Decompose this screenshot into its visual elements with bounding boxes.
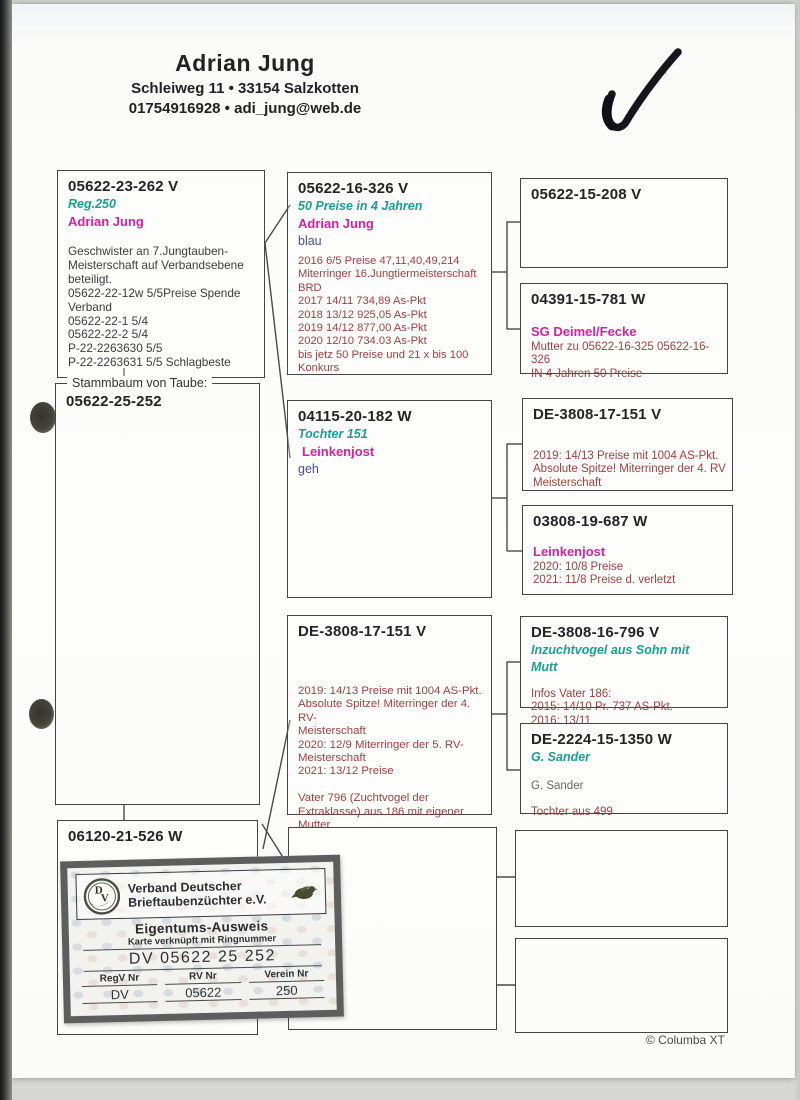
stamp-col-verein <box>249 968 325 1000</box>
performance-text: 2019: 14/13 Preise mit 1004 AS-Pkt. Absolute Spitze! Miterringer der 4. RV Meisterschaft <box>533 450 726 489</box>
ring-number: 05622-23-262 V <box>68 178 179 195</box>
pedigree-box-father <box>57 170 265 378</box>
stamp-association-name <box>128 877 285 910</box>
note-teal: G. Sander <box>531 750 591 764</box>
color-note: blau <box>298 234 322 248</box>
owner-name: SG Deimel/Fecke <box>531 324 637 339</box>
dv-association-logo-icon <box>82 877 121 916</box>
software-credit: © Columba XT <box>646 1033 725 1047</box>
stamp-association-line2: Brieftaubenzüchter e.V. <box>127 892 267 910</box>
breeder-header <box>85 50 405 117</box>
pedigree-box-great-grandparent-3 <box>522 398 733 491</box>
ring-number: DE-3808-17-151 V <box>533 406 662 423</box>
stamp-col-value: 250 <box>249 982 324 1000</box>
svg-text:V: V <box>100 892 110 905</box>
stamp-col-label: RV Nr <box>165 970 240 985</box>
pedigree-box-great-grandparent-6 <box>520 723 728 819</box>
ring-number: DE-3808-17-151 V <box>298 623 427 640</box>
breeder-contact: 01754916928 • adi_jung@web.de <box>128 100 362 117</box>
stamp-col-label: Verein Nr <box>249 968 324 983</box>
pedigree-box-subject <box>55 383 260 805</box>
performance-text: Infos Vater 186: 2015: 14/10 Pr. 737 AS-Pkt. 2016: 13/11 <box>531 688 673 727</box>
pedigree-box-great-grandparent-7-empty <box>515 830 728 927</box>
breeder-address: Schleiweg 11 • 33154 Salzkotten <box>131 80 359 97</box>
stamp-title: Eigentums-Ausweis <box>134 918 269 937</box>
owner-name: Leinkenjost <box>533 544 606 559</box>
pedigree-box-granddam-paternal <box>287 400 492 598</box>
tree-label: Stammbaum von Taube: <box>67 376 212 390</box>
ring-number: 03808-19-687 W <box>533 513 648 530</box>
ring-number: 05622-15-208 V <box>531 186 642 203</box>
stamp-columns <box>82 968 325 1004</box>
ring-number: 04391-15-781 W <box>531 291 646 308</box>
pedigree-box-grandsire-paternal <box>287 172 492 375</box>
performance-text: 2016 6/5 Preise 47,11,40,49,214 Miterringer 16.Jungtiermeisterschaft BRD 2017 14/11 734,89 As-Pkt 2018 13/12 925,05 As-Pkt 2019 14/12 877,00 As-Pkt 2020 12/10 734.03 As-Pkt bis jetz 50 Preise und 21 x bis 100 Konkurs <box>298 255 477 375</box>
note-teal: Tochter 151 <box>298 427 368 441</box>
note-teal: Reg.250 <box>68 197 116 211</box>
stamp-ring-number: DV 05622 25 252 <box>128 947 277 968</box>
pedigree-box-great-grandparent-8-empty <box>515 938 728 1033</box>
hole-punch <box>29 699 54 729</box>
pedigree-box-great-grandparent-2 <box>520 283 728 380</box>
owner-name: Adrian Jung <box>298 216 374 231</box>
ring-number: 04115-20-182 W <box>298 408 412 425</box>
stamp-col-value: 05622 <box>166 984 241 1002</box>
stamp-col-label: RegV Nr <box>82 972 157 987</box>
svg-text:D: D <box>94 884 103 897</box>
ring-number: 05622-16-326 V <box>298 180 409 197</box>
pedigree-box-great-grandparent-1 <box>520 178 728 268</box>
pedigree-box-great-grandparent-5 <box>520 616 728 727</box>
performance-text: Mutter zu 05622-16-325 05622-16- 326 IN 4 Jahren 50 Preise <box>531 341 710 380</box>
hole-punch <box>30 402 56 433</box>
breeder-name: Adrian Jung <box>175 50 315 76</box>
ring-number: 05622-25-252 <box>66 393 162 410</box>
note-teal: 50 Preise in 4 Jahren <box>298 199 423 213</box>
stamp-header <box>75 868 326 920</box>
scan-edge-shadow-right <box>794 0 800 1100</box>
stamp-col-regv <box>82 972 158 1004</box>
scan-edge-shadow <box>0 0 12 1100</box>
performance-text: Tochter aus 499 <box>531 806 613 819</box>
performance-text: 2020: 10/8 Preise 2021: 11/8 Preise d. verletzt <box>533 561 676 587</box>
owner-note: G. Sander <box>531 780 584 792</box>
performance-text: Geschwister an 7.Jungtauben- Meisterschaft auf Verbandsebene beteiligt. 05622-22-12w 5/5Preise Spende Verband 05622-22-1 5/4 05622-22-2 5/4 P-22-2263630 5/5 P-22-2263631 5/5 Schlagbeste <box>68 244 244 370</box>
stamp-subtitle: Karte verknüpft mit Ringnummer <box>127 933 277 948</box>
owner-name: Leinkenjost <box>302 444 375 459</box>
owner-name: Adrian Jung <box>68 214 144 229</box>
pedigree-box-great-grandparent-4 <box>522 505 733 595</box>
ring-number: DE-2224-15-1350 W <box>531 731 672 748</box>
performance-text: 2019: 14/13 Preise mit 1004 AS-Pkt. Absolute Spitze! Miterringer der 4. RV- Meisterschaft 2020: 12/9 Miterringer der 5. RV- Meisterschaft 2021: 13/12 Preise Vater 796 (Zuchtvogel der Extraklasse) aus 186 mit eigener Mutter <box>298 685 482 832</box>
stamp-col-rv <box>165 970 241 1002</box>
stamp-col-value: DV <box>82 986 157 1004</box>
note-teal: Inzuchtvogel aus Sohn mit Mutt <box>531 643 690 674</box>
ring-number: DE-3808-16-796 V <box>531 624 660 641</box>
pedigree-box-grandsire-maternal <box>287 615 492 832</box>
ring-number: 06120-21-526 W <box>68 828 183 845</box>
ownership-card-stamp <box>60 855 344 1024</box>
pigeon-icon <box>291 881 319 902</box>
color-note: geh <box>298 462 319 476</box>
stamp-association-line1: Verband Deutscher <box>127 878 242 896</box>
